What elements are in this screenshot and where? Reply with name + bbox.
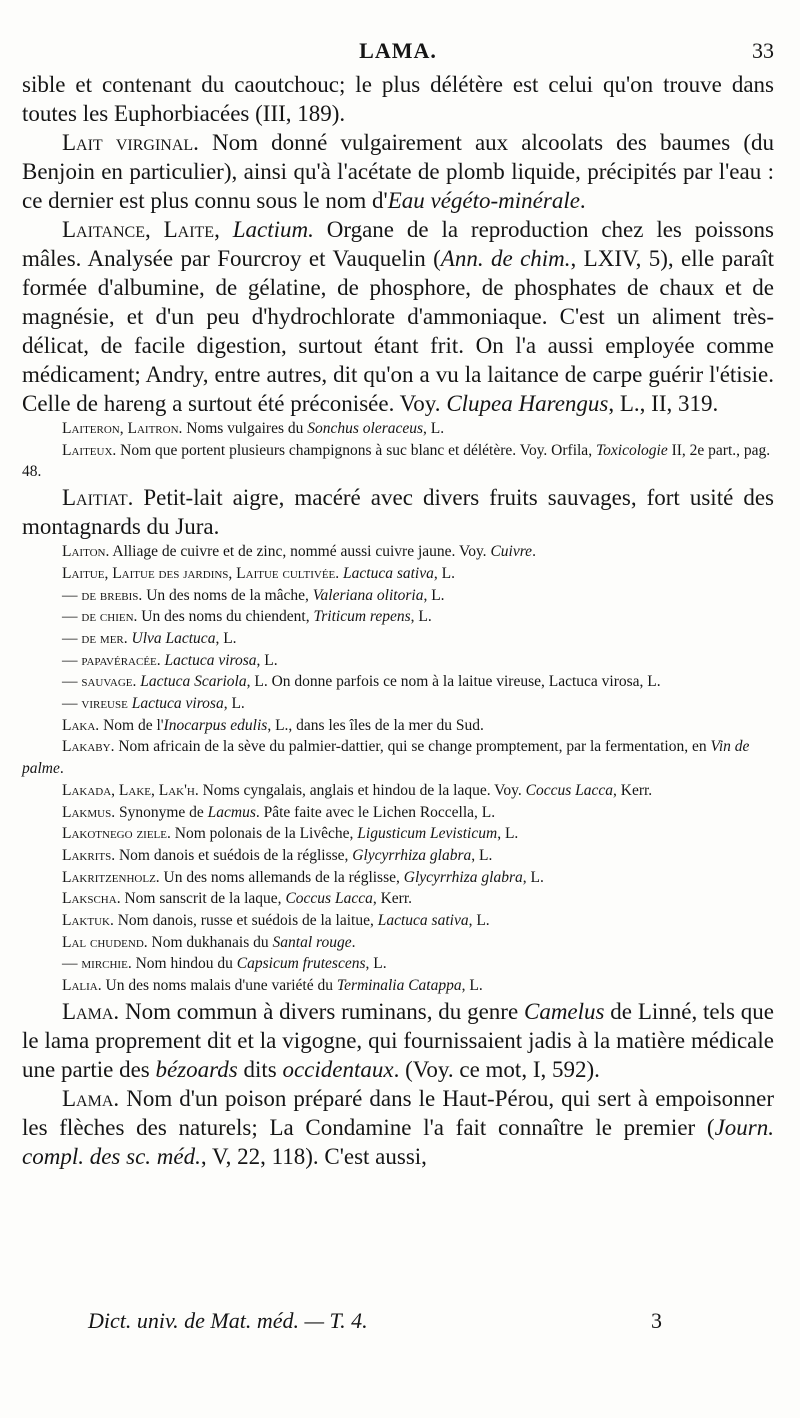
- entry-lal-mirchie: — mirchie. Nom hindou du Capsicum frutescens, L.: [62, 955, 387, 973]
- entry-lait-virginal: Lait virginal. Nom donné vulgairement aux alcoolats des baumes (du Benjoin en particulier), ainsi qu'à l'acétate de plomb liquide, précipités par l'eau : ce dernier est plus connu sous le nom d'Eau végéto-minérale.: [22, 130, 774, 213]
- entry-laktuk: Laktuk. Nom danois, russe et suédois de la laitue, Lactuca sativa, L.: [62, 912, 490, 930]
- entry-laitance: Laitance, Laite, Lactium. Organe de la reproduction chez les poissons mâles. Analysée par Fourcroy et Vauquelin (Ann. de chim., LXIV, 5), elle paraît formée d'albumine, de gélatine, de phosphore, de phosphates de chaux et de magnésie, et d'un peu d'hydrochlorate d'ammoniaque. C'est un aliment très-délicat, de facile digestion, surtout étant frit. On l'a aussi employée comme médicament; Andry, entre autres, dit qu'on a vu la laitance de carpe guérir l'étisie. Celle de hareng a surtout été préconisée. Voy. Clupea Harengus, L., II, 319.: [22, 217, 774, 416]
- entries-group-5: [22, 997, 774, 1171]
- entry-continuation: sible et contenant du caoutchouc; le plus délétère est celui qu'on trouve dans toutes les Euphorbiacées (III, 189).: [22, 72, 774, 126]
- sheet-number: 3: [651, 1308, 662, 1333]
- signature-mark: Dict. univ. de Mat. méd. — T. 4.: [88, 1308, 368, 1333]
- entry-laiteron: Laiteron, Laitron. Noms vulgaires du Sonchus oleraceus, L.: [62, 420, 445, 437]
- entry-lalia: Lalia. Un des noms malais d'une variété du Terminalia Catappa, L.: [62, 977, 483, 995]
- entries-group-3: [22, 483, 774, 541]
- entry-laitue-sauvage: — sauvage. Lactuca Scariola, L. On donne parfois ce nom à la laitue vireuse, Lactuca virosa, L.: [62, 673, 661, 691]
- signature-line: [88, 1308, 662, 1334]
- entry-lakmus: Lakmus. Synonyme de Lacmus. Pâte faite avec le Lichen Roccella, L.: [62, 803, 496, 821]
- entry-laitue-mer: — de mer. Ulva Lactuca, L.: [62, 629, 237, 647]
- entry-lakscha: Lakscha. Nom sanscrit de la laque, Coccus Lacca, Kerr.: [62, 890, 412, 908]
- entry-lakritzenholz: Lakritzenholz. Un des noms allemands de la réglisse, Glycyrrhiza glabra, L.: [62, 868, 544, 886]
- entry-lakaby: Lakaby. Nom africain de la sève du palmier-dattier, qui se change promptement, par la fermentation, en Vin de palme.: [22, 738, 750, 778]
- running-title: LAMA.: [359, 38, 437, 63]
- entries-group-4: [22, 541, 774, 997]
- entry-headword: Laitance, Laite,: [62, 217, 220, 242]
- entry-lakotnego: Lakotnego ziele. Nom polonais de la Livêche, Ligusticum Levisticum, L.: [62, 825, 519, 843]
- entry-lal-chudend: Lal chudend. Nom dukhanais du Santal rouge.: [62, 933, 356, 951]
- entries-group-2: [22, 418, 774, 483]
- entry-lakada: Lakada, Lake, Lak'h. Noms cyngalais, anglais et hindou de la laque. Voy. Coccus Lacca, Kerr.: [62, 781, 653, 799]
- entry-laitue-papaveracee: — papavéracée. Lactuca virosa, L.: [62, 651, 278, 669]
- entry-laiteux: Laiteux. Nom que portent plusieurs champignons à suc blanc et délétère. Voy. Orfila, Toxicologie II, 2e part., pag. 48.: [22, 441, 771, 481]
- entry-lama-poison: Lama. Nom d'un poison préparé dans le Haut-Pérou, qui sert à empoisonner les flèches des naturels; La Condamine l'a fait connaître le premier (Journ. compl. des sc. méd., V, 22, 118). C'est aussi,: [22, 1085, 774, 1169]
- entry-lama-ruminant: Lama. Nom commun à divers ruminans, du genre Camelus de Linné, tels que le lama proprement dit et la vigogne, qui fournissaient jadis à la matière médicale une partie des bézoards dits occidentaux. (Voy. ce mot, I, 592).: [22, 998, 774, 1082]
- page-number: 33: [752, 38, 774, 63]
- entry-laiton: Laiton. Alliage de cuivre et de zinc, nommé aussi cuivre jaune. Voy. Cuivre.: [62, 543, 536, 561]
- running-header: [22, 38, 774, 68]
- page-body: [22, 70, 774, 1171]
- entries-group-1: [22, 70, 774, 418]
- entry-lakrits: Lakrits. Nom danois et suédois de la réglisse, Glycyrrhiza glabra, L.: [62, 846, 493, 864]
- entry-laitue: Laitue, Laitue des jardins, Laitue cultivée. Lactuca sativa, L.: [62, 564, 455, 582]
- entry-laitue-vireuse: — vireuse Lactuca virosa, L.: [62, 695, 245, 713]
- entry-laitiat: Laitiat. Petit-lait aigre, macéré avec divers fruits sauvages, fort usité des montagnards du Jura.: [22, 485, 774, 540]
- entry-headword: Lait virginal.: [62, 130, 199, 155]
- entry-laitue-chien: — de chien. Un des noms du chiendent, Triticum repens, L.: [62, 608, 432, 626]
- entry-laitue-brebis: — de brebis. Un des noms de la mâche, Valeriana olitoria, L.: [62, 586, 445, 604]
- entry-laka: Laka. Nom de l'Inocarpus edulis, L., dans les îles de la mer du Sud.: [62, 716, 484, 734]
